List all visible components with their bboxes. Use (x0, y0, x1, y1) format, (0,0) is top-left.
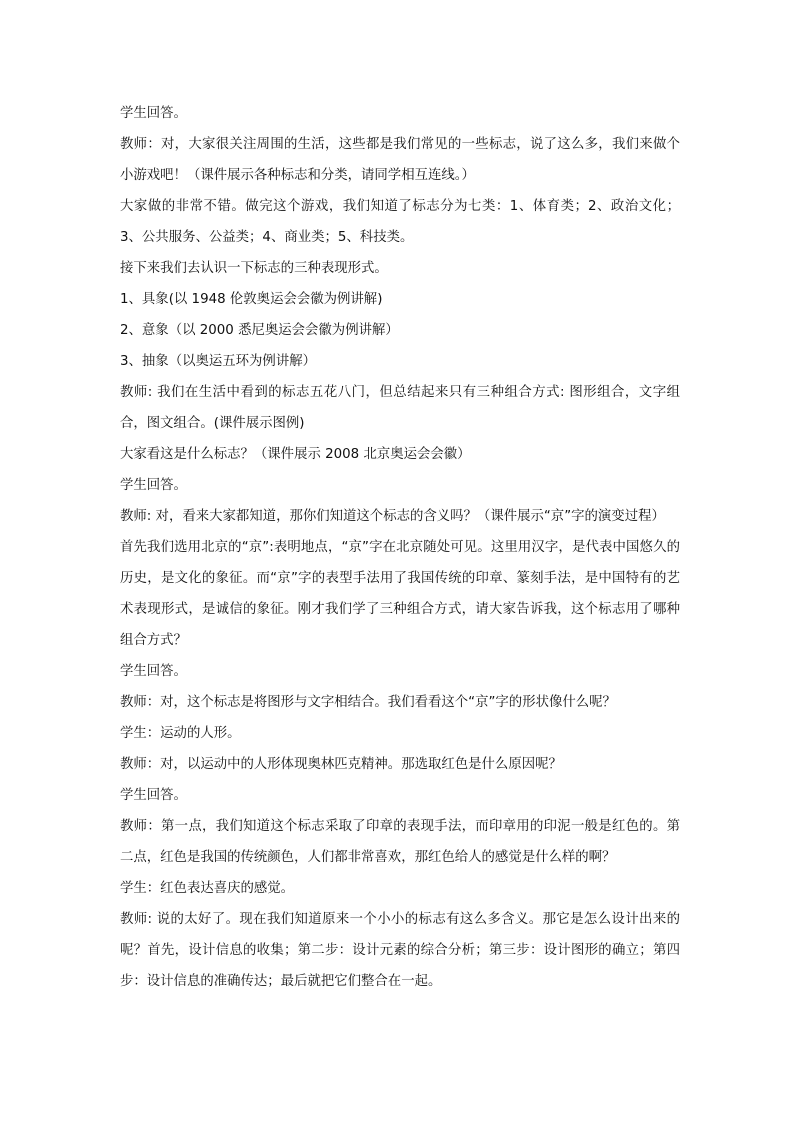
paragraph-three-forms-intro: 接下来我们去认识一下标志的三种表现形式。 (120, 261, 388, 276)
paragraph-student-answer-2: 学生回答。 (120, 478, 187, 493)
paragraph-teacher-red-question: 教师：对，以运动中的人形体现奥林匹克精神。那选取红色是什么原因呢？ (120, 757, 562, 772)
paragraph-teacher-shape: 教师：对，这个标志是将图形与文字相结合。我们看看这个“京”字的形状像什么呢？ (120, 695, 616, 710)
paragraph-teacher-combinations: 教师: 我们在生活中看到的标志五花八门，但总结起来只有三种组合方式: 图形组合，文字组合，图文组合。(课件展示图例) (120, 385, 680, 431)
paragraph-student-answer-3: 学生回答。 (120, 664, 187, 679)
paragraph-teacher-meaning: 教师: 对，看来大家都知道，那你们知道这个标志的含义吗？（课件展示“京”字的演变过程） (120, 509, 665, 524)
paragraph-jing-explanation: 首先我们选用北京的“京”:表明地点，“京”字在北京随处可见。这里用汉字，是代表中国悠久的历史，是文化的象征。而“京”字的表型手法用了我国传统的印章、篆刻手法，是中国特有的艺术表现形式，是诚信的象征。刚才我们学了三种组合方式，请大家告诉我，这个标志用了哪种组合方式？ (120, 540, 680, 648)
paragraph-student-answer-4: 学生回答。 (120, 788, 187, 803)
paragraph-student-human-shape: 学生：运动的人形。 (120, 726, 241, 741)
paragraph-student-red-feeling: 学生：红色表达喜庆的感觉。 (120, 881, 295, 896)
paragraph-teacher-game: 教师：对，大家很关注周围的生活，这些都是我们常见的一些标志，说了这么多，我们来做个小游戏吧！（课件展示各种标志和分类，请同学相互连线。） (120, 137, 680, 183)
paragraph-form-abstract: 3、抽象（以奥运五环为例讲解） (120, 354, 316, 369)
paragraph-student-answer-1: 学生回答。 (120, 106, 187, 121)
lesson-transcript (120, 98, 680, 997)
paragraph-logo-categories: 大家做的非常不错。做完这个游戏，我们知道了标志分为七类：1、体育类；2、政治文化；3、公共服务、公益类；4、商业类；5、科技类。 (120, 199, 680, 245)
paragraph-form-concrete: 1、具象(以 1948 伦敦奥运会会徽为例讲解) (120, 292, 383, 307)
paragraph-beijing-logo-question: 大家看这是什么标志？（课件展示 2008 北京奥运会会徽） (120, 447, 471, 462)
paragraph-teacher-design-steps: 教师: 说的太好了。现在我们知道原来一个小小的标志有这么多含义。那它是怎么设计出来的呢？首先，设计信息的收集；第二步：设计元素的综合分析；第三步：设计图形的确立；第四步：设计信息的准确传达；最后就把它们整合在一起。 (120, 912, 680, 989)
paragraph-form-imagery: 2、意象（以 2000 悉尼奥运会会徽为例讲解） (120, 323, 399, 338)
paragraph-teacher-red-reasons: 教师：第一点，我们知道这个标志采取了印章的表现手法，而印章用的印泥一般是红色的。第二点，红色是我国的传统颜色，人们都非常喜欢，那红色给人的感觉是什么样的啊？ (120, 819, 680, 865)
